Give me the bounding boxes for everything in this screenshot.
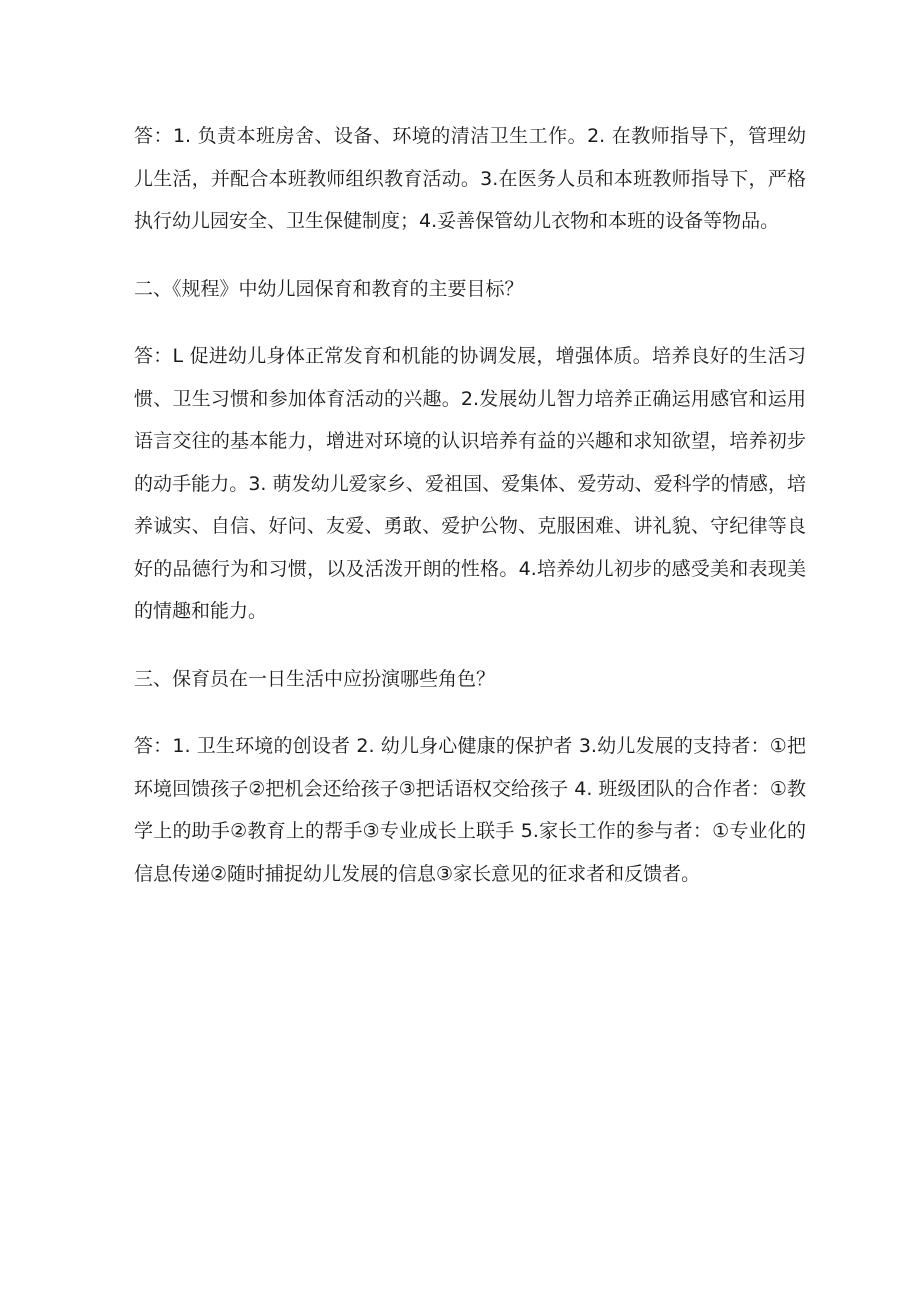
question-heading-3: 三、保育员在一日生活中应扮演哪些角色？	[134, 667, 496, 690]
answer-paragraph-1: 答：1. 负责本班房舍、设备、环境的清洁卫生工作。2. 在教师指导下，管理幼儿生活，并配合本班教师组织教育活动。3.在医务人员和本班教师指导下，严格执行幼儿园安全、卫生保健制度；4.妥善保管幼儿衣物和本班的设备等物品。	[134, 125, 806, 232]
answer-paragraph-3: 答：1. 卫生环境的创设者 2. 幼儿身心健康的保护者 3.幼儿发展的支持者：①把环境回馈孩子②把机会还给孩子③把话语权交给孩子 4. 班级团队的合作者：①教学上的助手②教育上的帮手③专业成长上联手 5.家长工作的参与者：①专业化的信息传递②随时捕捉幼儿发展的信息③家长意见的征求者和反馈者。	[134, 735, 806, 885]
document-body	[134, 115, 806, 920]
answer-paragraph-2: 答：L 促进幼儿身体正常发育和机能的协调发展，增强体质。培养良好的生活习惯、卫生习惯和参加体育活动的兴趣。2.发展幼儿智力培养正确运用感官和运用语言交往的基本能力，增进对环境的认识培养有益的兴趣和求知欲望，培养初步的动手能力。3. 萌发幼儿爱家乡、爱祖国、爱集体、爱劳动、爱科学的情感，培养诚实、自信、好问、友爱、勇敢、爱护公物、克服困难、讲礼貌、守纪律等良好的品德行为和习惯，以及活泼开朗的性格。4.培养幼儿初步的感受美和表现美的情趣和能力。	[134, 345, 806, 622]
question-heading-2: 二、《规程》中幼儿园保育和教育的主要目标？	[134, 277, 524, 300]
